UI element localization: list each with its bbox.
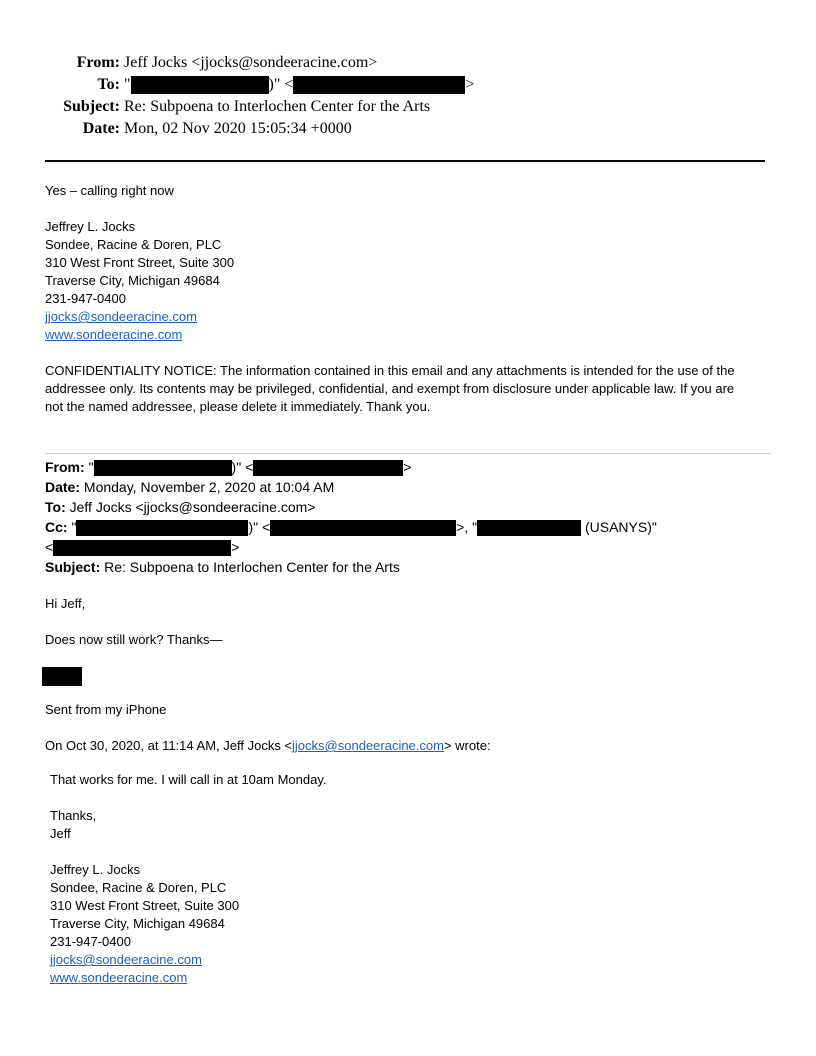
quoted-from-label: From: [45, 459, 85, 475]
quoted-from-close: > [403, 459, 412, 475]
quoted-message: Does now still work? Thanks— [45, 632, 223, 647]
quoted-date-value: Monday, November 2, 2020 at 10:04 AM [83, 479, 335, 495]
quoted-cc-mid2: >, " [456, 519, 478, 535]
redaction-box [293, 76, 465, 94]
wrote-suffix: > wrote: [443, 738, 491, 753]
signature-website-link[interactable]: www.sondeeracine.com [50, 970, 188, 985]
nested-message: That works for me. I will call in at 10am Monday. [50, 772, 327, 787]
signature-firm: Sondee, Racine & Doren, PLC [45, 237, 222, 252]
nested-thanks: Thanks, [50, 808, 97, 823]
header-to-mid: )" < [268, 76, 294, 93]
quoted-cc-row [45, 517, 657, 537]
quoted-cc-open-quote: " [71, 519, 77, 535]
redaction-box [253, 460, 403, 476]
quoted-to-value: Jeff Jocks <jjocks@sondeeracine.com> [69, 499, 316, 515]
signature-name: Jeffrey L. Jocks [50, 862, 141, 877]
signature-phone: 231-947-0400 [50, 934, 131, 949]
redaction-box [76, 520, 248, 536]
quoted-date-label: Date: [45, 479, 81, 495]
signature-phone: 231-947-0400 [45, 291, 126, 306]
reply-signature [45, 218, 234, 344]
confidentiality-line: not the named addressee, please delete it immediately. Thank you. [45, 399, 431, 414]
header-divider [45, 160, 765, 162]
quoted-greeting: Hi Jeff, [45, 596, 86, 611]
header-to-close: > [465, 76, 475, 93]
confidentiality-notice [45, 362, 735, 416]
quoted-cc-line2-open: < [45, 539, 54, 555]
redaction-box [477, 520, 581, 536]
quoted-to-row [45, 497, 315, 517]
signature-name: Jeffrey L. Jocks [45, 219, 136, 234]
quoted-cc-label: Cc: [45, 519, 68, 535]
quoted-from-open-quote: " [88, 459, 94, 475]
confidentiality-line: CONFIDENTIALITY NOTICE: The information contained in this email and any attachments is intended for the use of the [45, 363, 735, 378]
header-from-row [48, 52, 377, 73]
header-to-open-quote: " [124, 76, 131, 93]
header-to-row [48, 74, 474, 95]
signature-website-link[interactable]: www.sondeeracine.com [45, 327, 183, 342]
quoted-sent-from: Sent from my iPhone [45, 702, 167, 717]
quoted-from-row [45, 457, 411, 477]
quoted-cc-mid1: )" < [248, 519, 271, 535]
quoted-subject-label: Subject: [45, 559, 101, 575]
quoted-cc-row-continued [45, 537, 239, 557]
signature-city: Traverse City, Michigan 49684 [45, 273, 220, 288]
redaction-box [42, 667, 82, 686]
signature-email-link[interactable]: jjocks@sondeeracine.com [45, 309, 197, 324]
reply-message: Yes – calling right now [45, 183, 174, 198]
nested-sign: Jeff [50, 826, 71, 841]
header-date-label: Date: [82, 120, 120, 137]
quoted-date-row [45, 477, 334, 497]
confidentiality-line: addressee only. Its contents may be privileged, confidential, and exempt from disclosure under applicable law. If you are [45, 381, 735, 396]
header-to-label: To: [97, 76, 120, 93]
signature-street: 310 West Front Street, Suite 300 [50, 898, 240, 913]
header-from-label: From: [76, 54, 120, 71]
quoted-to-label: To: [45, 499, 66, 515]
signature-firm: Sondee, Racine & Doren, PLC [50, 880, 227, 895]
header-subject-row [48, 96, 430, 117]
wrote-email-link[interactable]: jjocks@sondeeracine.com [292, 738, 444, 753]
signature-street: 310 West Front Street, Suite 300 [45, 255, 235, 270]
header-date-row [48, 118, 352, 139]
header-from-value: Jeff Jocks <jjocks@sondeeracine.com> [124, 54, 378, 71]
quoted-wrote-line [45, 737, 491, 755]
quoted-from-mid: )" < [231, 459, 254, 475]
quote-divider [45, 453, 771, 454]
header-subject-label: Subject: [63, 98, 120, 115]
nested-signature [50, 861, 239, 987]
signature-city: Traverse City, Michigan 49684 [50, 916, 225, 931]
header-subject-value: Re: Subpoena to Interlochen Center for the Arts [124, 98, 431, 115]
quoted-cc-org: (USANYS)" [581, 519, 657, 535]
quoted-subject-value: Re: Subpoena to Interlochen Center for the Arts [104, 559, 400, 575]
redaction-box [94, 460, 232, 476]
signature-email-link[interactable]: jjocks@sondeeracine.com [50, 952, 202, 967]
quoted-cc-line2-close: > [231, 539, 240, 555]
quoted-subject-row [45, 557, 400, 577]
redaction-box [270, 520, 456, 536]
wrote-prefix: On Oct 30, 2020, at 11:14 AM, Jeff Jocks < [45, 738, 293, 753]
redaction-box [131, 76, 269, 94]
header-date-value: Mon, 02 Nov 2020 15:05:34 +0000 [124, 120, 352, 137]
redaction-box [53, 540, 231, 556]
